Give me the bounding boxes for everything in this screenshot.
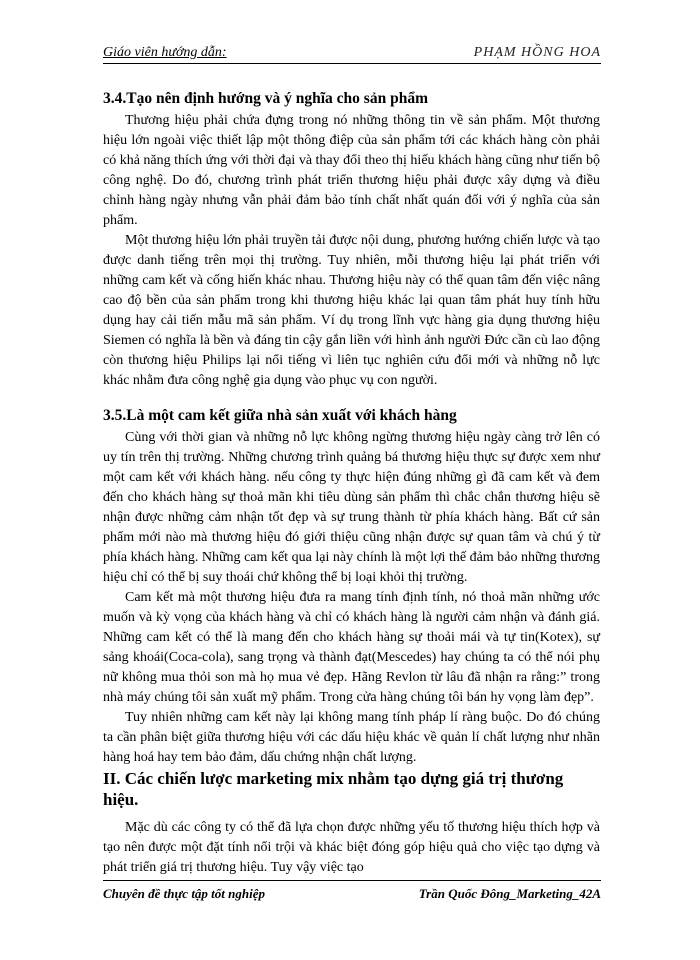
footer-report-title: Chuyên đề thực tập tốt nghiệp — [103, 886, 265, 901]
paragraph: Cam kết mà một thương hiệu đưa ra mang tính định tính, nó thoả mãn những ước muốn và kỳ vọng của khách hàng và chỉ có khách hàng là người cảm nhận và đánh giá. Những cam kết có thể là mang đến cho khách hàng sự thoải mái và tự tin(Kotex), sự sảng khoái(Coca-cola), sang trọng và thành đạt(Mescedes) hay chúng ta có thể nói phụ nữ không mua thỏi son mà họ mua vẻ đẹp. Hãng Revlon từ lâu đã nhận ra rằng:” trong nhà máy chúng tôi sản xuất mỹ phẩm. Trong cửa hàng chúng tôi bán hy vọng làm đẹp”. — [103, 590, 600, 705]
section-heading-3-5: 3.5.Là một cam kết giữa nhà sản xuất với khách hàng — [103, 407, 457, 424]
page-footer — [103, 880, 601, 906]
paragraph: Cùng với thời gian và những nỗ lực không ngừng thương hiệu ngày càng trở lên có uy tín trên thị trường. Những chương trình quảng bá thương hiệu thực sự được xem như một cam kết với khách hàng. nếu công ty thực hiện đúng những gì đã cam kết và đem đến cho khách hàng sự thoả mãn khi tiêu dùng sản phẩm thì chắc chắn thương hiệu sẽ nhận được những cảm nhận tốt đẹp và sự trung thành từ phía khách hàng. Bất cứ sản phẩm mới nào mà thương hiệu đó giới thiệu cũng nhận được sự quan tâm và chú ý từ phía khách hàng. Những cam kết qua lại này chính là một lợi thế đảm bảo những thương hiệu chỉ có thể bị suy thoái chứ không thể bị loại khỏi thị trường. — [103, 430, 600, 585]
paragraph: Tuy nhiên những cam kết này lại không mang tính pháp lí ràng buộc. Do đó chúng ta cần phân biệt giữa thương hiệu với các dấu hiệu khác về quản lí chất lượng như nhãn hàng hoá hay tem bảo đảm, dấu chứng nhận chất lượng. — [103, 710, 600, 765]
page-header — [103, 42, 601, 64]
paragraph: Một thương hiệu lớn phải truyền tải được nội dung, phương hướng chiến lược và tạo được danh tiếng trên mọi thị trường. Tuy nhiên, mỗi thương hiệu lại phát triển với những cam kết và cống hiến khác nhau. Thương hiệu này có thể quan tâm đến việc nâng cao độ bền của sản phẩm trong khi thương hiệu khác lại quan tâm phát huy tính hữu dụng hay cải tiến mẫu mã sản phẩm. Ví dụ trong lĩnh vực hàng gia dụng thương hiệu Siemen có nghĩa là bền và đáng tin cậy gắn liền với hình ảnh người Đức cần cù lao động còn thương hiệu Philips lại nổi tiếng vì liên tục nghiên cứu đổi mới và những nỗ lực khác nhằm đưa công nghệ gia dụng vào phục vụ con người. — [103, 233, 600, 388]
header-advisor-name: PHẠM HỒNG HOA — [473, 45, 601, 60]
footer-author: Trần Quốc Đông_Marketing_42A — [418, 886, 601, 901]
section-heading-ii: II. Các chiến lược marketing mix nhằm tạo dựng giá trị thương hiệu. — [103, 769, 564, 809]
paragraph: Thương hiệu phải chứa đựng trong nó những thông tin về sản phẩm. Một thương hiệu lớn ngoài việc thiết lập một thông điệp của sản phẩm tới các khách hàng còn phải có khả năng thích ứng với thời đại và thay đổi theo thị hiếu khách hàng cũng như tiến bộ công nghệ. Do đó, chương trình phát triển thương hiệu phải được xây dựng và điều chỉnh hàng ngày nhưng vẫn phải đảm bảo tính chất nhất quán đối với ý nghĩa của sản phẩm. — [103, 113, 600, 228]
section-heading-3-4: 3.4.Tạo nên định hướng và ý nghĩa cho sản phẩm — [103, 90, 428, 107]
footer-rule — [103, 880, 601, 881]
paragraph: Mặc dù các công ty có thể đã lựa chọn được những yếu tố thương hiệu thích hợp và tạo nên được một đặt tính nổi trội và khác biệt đóng góp hiệu quả cho việc tạo dựng và phát triển giá trị thương hiệu. Tuy vậy việc tạo — [103, 820, 600, 875]
header-advisor-label: Giáo viên hướng dẫn: — [103, 45, 227, 60]
header-rule — [103, 63, 601, 64]
document-body — [103, 88, 600, 878]
